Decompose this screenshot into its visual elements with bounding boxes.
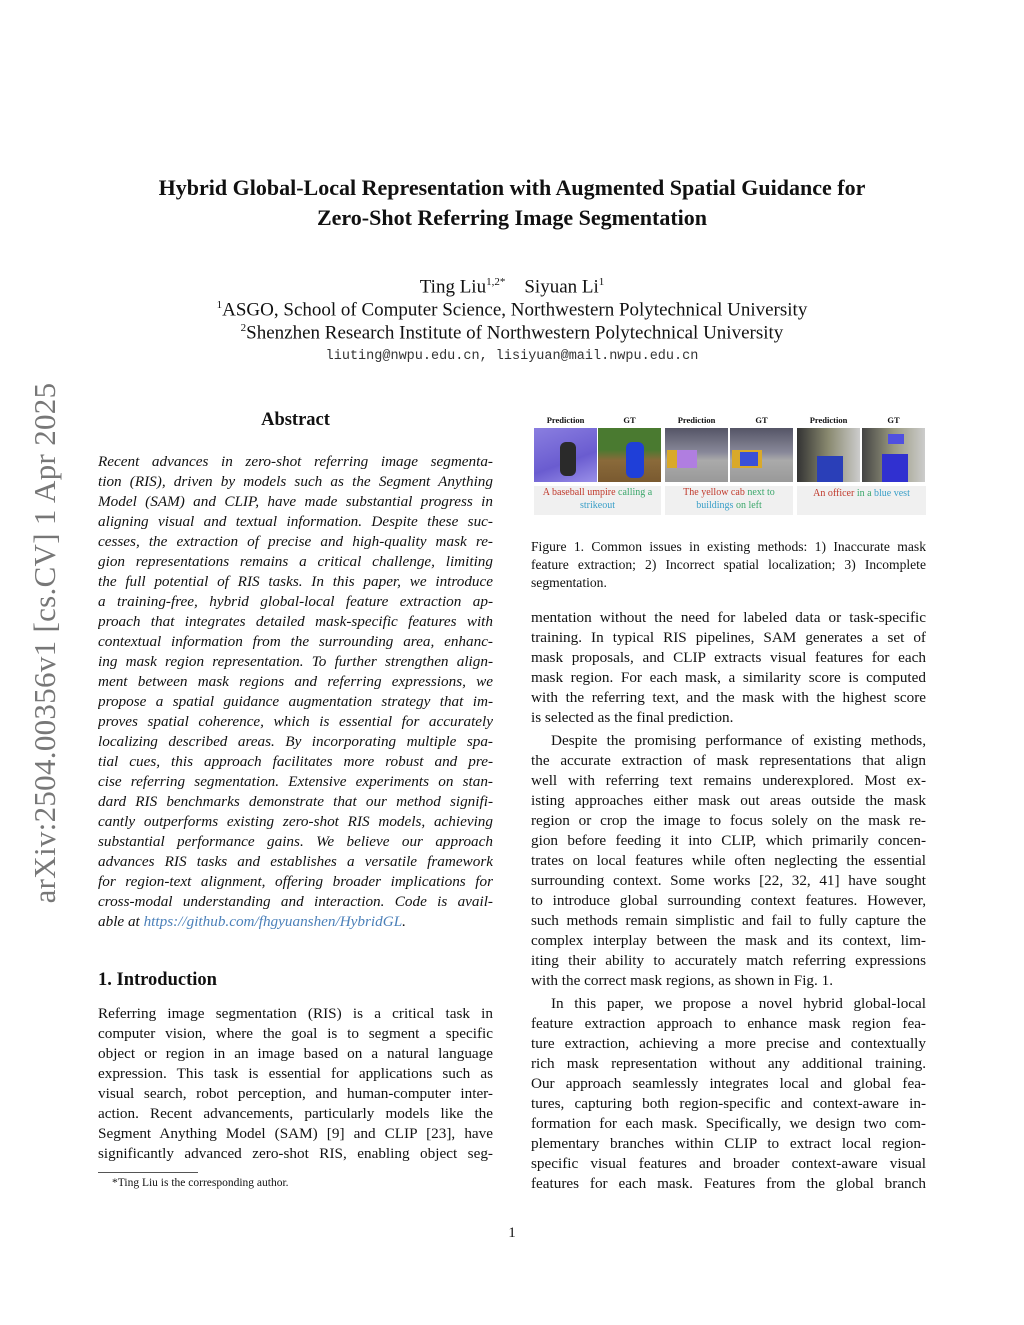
text-line: rich mask representation without any additional training. [531,1055,926,1072]
text-line: segmentation. [531,575,607,590]
prediction-image-officer [797,428,860,482]
gt-image-officer [862,428,925,482]
text-line: for region-text alignment, offering broader implications for [98,873,493,890]
text-line: In this paper, we propose a novel hybrid global-local [551,995,926,1012]
right-column-body [531,608,926,1194]
author: Siyuan Li [524,276,599,298]
intro-heading: 1. Introduction [98,970,217,990]
text-line: mask region. For each mask, a similarity score is computed [531,669,926,686]
text-line: advances RIS tasks and establishes a versatile framework [98,853,493,870]
text-fragment: able at [98,913,144,930]
expression-fragment: in a [856,488,875,499]
abstract-body [98,452,493,932]
abstract-heading: Abstract [261,410,330,430]
panel-label: GT [887,415,900,425]
text-line: cesses, the extraction of precise and high-quality mask re- [98,533,493,550]
text-line: plementary branches within CLIP to extract local region- [531,1135,926,1152]
text-line: complex interplay between the mask and its context, lim- [531,932,926,949]
text-line: iting their ability to accurately match referring expressions [531,952,926,969]
text-line: Segment Anything Model (SAM) [9] and CLIP [23], have [98,1125,493,1142]
text-line: expression. This task is essential for applications such as [98,1065,493,1082]
text-line: Model (SAM) and CLIP, have made substantial progress in [98,493,493,510]
aff-sup: 1 [216,299,223,311]
text-line: is selected as the final prediction. [531,709,734,726]
expression-fragment: The yellow cab [683,487,748,498]
text-line: the accurate extraction of mask representations that align [531,752,926,769]
panel-label: Prediction [809,415,848,425]
text-line: isting approaches either mask out areas outside the mask [531,792,926,809]
affiliation [0,317,1024,344]
paper-title [0,173,1024,233]
emails: liuting@nwpu.edu.cn, lisiyuan@mail.nwpu.edu.cn [325,349,699,364]
text-line: specific visual features and broader context-aware visual [531,1155,926,1172]
expression-fragment: An officer [813,488,857,499]
text-line: computer vision, where the goal is to segment a specific [98,1025,493,1042]
footnote-rule [98,1172,198,1173]
aff-sup: 2 [240,322,247,334]
text-line: contextual information from the surrounding area, enhanc- [98,633,493,650]
text-line: significantly advanced zero-shot RIS, enabling object seg- [98,1145,493,1162]
text-line: Recent advances in zero-shot referring image segmenta- [98,453,493,470]
prediction-image-umpire [534,428,597,482]
text-line: localizing described areas. By incorporating multiple spa- [98,733,493,750]
arxiv-stamp: arXiv:2504.00356v1 [cs.CV] 1 Apr 2025 [27,382,62,904]
author: Ting Liu [419,276,487,298]
text-line: mask proposals, and CLIP extracts visual features for each [531,649,926,666]
aff-text: ASGO, School of Computer Science, Northwestern Polytechnical University [222,299,808,321]
expression-fragment: buildings [696,500,736,511]
text-line: to introduce global surrounding context features. However, [531,892,926,909]
text-line: training. In typical RIS pipelines, SAM generates a set of [531,629,926,646]
text-line: aligning visual and textual information. Despite these suc- [98,513,493,530]
paragraph [531,994,926,1194]
text-line: dard RIS benchmarks demonstrate that our method signifi- [98,793,493,810]
text-line: Figure 1. Common issues in existing methods: 1) Inaccurate mask [531,539,926,554]
text-fragment: . [402,913,406,930]
figure-caption [531,538,926,592]
gt-image-cab [730,428,793,482]
example-expression [665,486,793,515]
panel-label: GT [623,415,636,425]
text-line: cross-modal understanding and interaction. Code is avail- [98,893,493,910]
expression-fragment: A baseball umpire [542,487,619,498]
example-expression [797,486,926,515]
text-line: a training-free, hybrid global-local feature extraction ap- [98,593,493,610]
expression-fragment: blue vest [874,488,910,499]
text-line: tial cues, this approach facilitates more robust and pre- [98,753,493,770]
page-number: 1 [508,1225,516,1241]
example-expression [534,486,661,515]
prediction-image-cab [665,428,728,482]
author-sup: 1,2* [486,276,506,288]
text-line: object or region in an image based on a natural language [98,1045,493,1062]
footnote: *Ting Liu is the corresponding author. [112,1177,289,1189]
paragraph [531,608,926,728]
text-line: the full potential of RIS tasks. In this paper, we introduce [98,573,493,590]
title-line: Hybrid Global-Local Representation with Augmented Spatial Guidance for [158,175,866,200]
text-line: cise referring segmentation. Extensive experiments on stan- [98,773,493,790]
panel-label: Prediction [677,415,716,425]
text-line: Despite the promising performance of existing methods, [551,732,926,749]
author-sup: 1 [598,276,605,288]
code-link[interactable]: https://github.com/fhgyuanshen/HybridGL [143,913,403,930]
text-line: proach that integrates detailed mask-specific features with [98,613,493,630]
text-line: surrounding context. Some works [22, 32, 41] have sought [531,872,926,889]
text-line: gion before feeding it into CLIP, which primarily concen- [531,832,926,849]
title-line: Zero-Shot Referring Image Segmentation [316,205,708,230]
text-line [98,912,493,932]
text-line: feature extraction; 2) Incorrect spatial localization; 3) Incomplete [531,557,926,572]
text-line: region or crop the image to focus solely on the mask re- [531,812,926,829]
text-line: cantly outperforms existing zero-shot RIS models, achieving [98,813,493,830]
text-line: features for each mask. Features from the global branch [531,1175,926,1192]
aff-text: Shenzhen Research Institute of Northwestern Polytechnical University [246,322,784,344]
text-line: well with referring text remains underexplored. Most ex- [531,772,926,789]
paragraph [531,731,926,991]
expression-fragment: calling a [618,487,653,498]
text-line: formation for each mask. Specifically, we design two com- [531,1115,926,1132]
text-line: feature extraction approach to enhance mask region fea- [531,1015,926,1032]
text-line: ture extraction, achieving a more precise and contextually [531,1035,926,1052]
text-line: visual search, robot perception, and human-computer inter- [98,1085,493,1102]
text-line: ment between mask regions and referring expressions, we [98,673,493,690]
text-line: Referring image segmentation (RIS) is a critical task in [98,1005,493,1022]
expression-fragment: on left [735,500,762,511]
text-line: trates on local features while often neglecting the essential [531,852,926,869]
text-line: mentation without the need for labeled data or task-specific [531,609,926,626]
text-line: tion (RIS), driven by models such as the Segment Anything [98,473,493,490]
panel-label: GT [755,415,768,425]
text-line: tures, capturing both region-specific and context-aware in- [531,1095,926,1112]
expression-fragment: strikeout [580,500,615,511]
text-line: with the correct mask regions, as shown in Fig. 1. [531,972,834,989]
text-line: proves spatial coherence, which is essential for accurately [98,713,493,730]
text-line: with the referring text, and the mask with the highest score [531,689,926,706]
text-line: substantial performance gains. We believe our approach [98,833,493,850]
expression-fragment: next to [747,487,775,498]
text-line: action. Recent advancements, particularly models like the [98,1105,493,1122]
text-line: ing mask region representation. To further strengthen align- [98,653,493,670]
text-line: such methods remain simplistic and fail to fully capture the [531,912,926,929]
intro-body [98,1004,493,1164]
gt-image-umpire [598,428,661,482]
text-line: Our approach seamlessly integrates local and global fea- [531,1075,926,1092]
text-line: propose a spatial guidance augmentation strategy that im- [98,693,493,710]
text-line: gion representations remains a critical challenge, limiting [98,553,493,570]
panel-label: Prediction [546,415,585,425]
